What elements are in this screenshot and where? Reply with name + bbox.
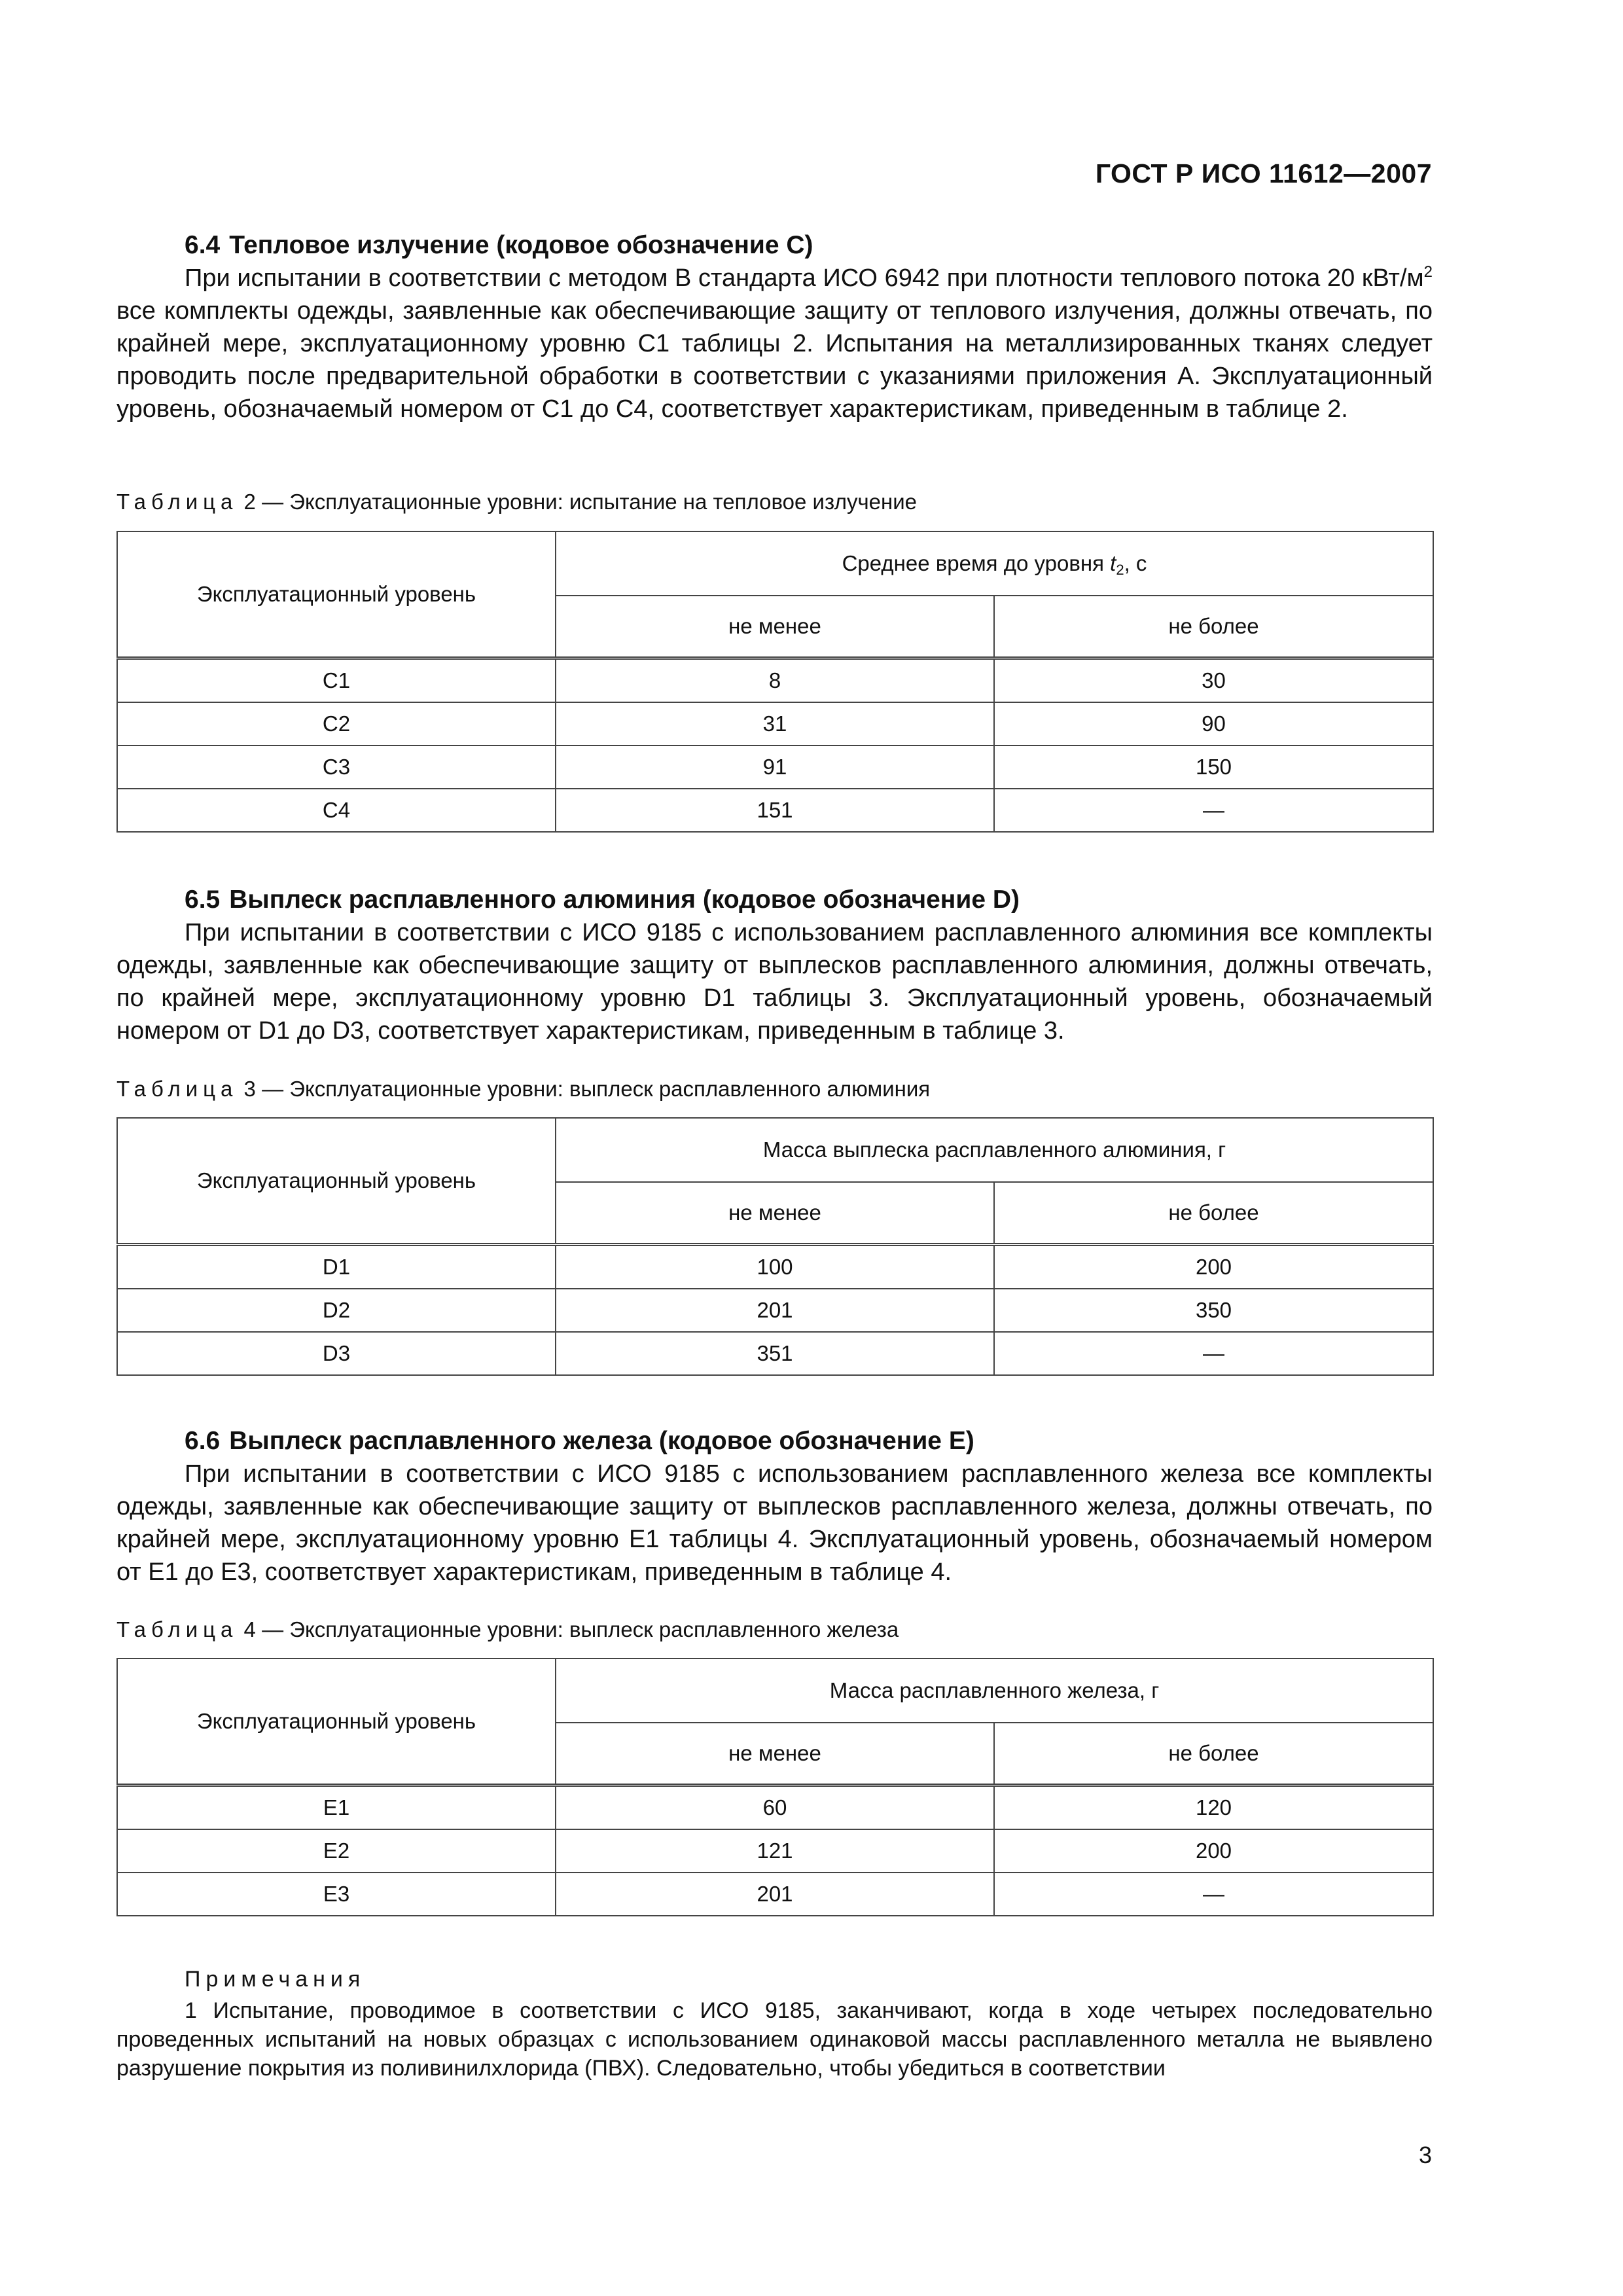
section-number: 6.5 — [185, 886, 221, 914]
cell-level: С3 — [117, 745, 556, 789]
cell-min: 351 — [556, 1332, 994, 1375]
section-paragraph: При испытании в соответствии с ИСО 9185 с использованием расплавленного алюминия все комплекты одежды, заявленные как обеспечивающие защиту от выплесков расплавленного алюминия, должны отвечать, по крайней мере, эксплуатационному уровню D1 таблицы 3. Эксплуатационный уровень, обозначаемый номером от D1 до D3, соответствует характеристикам, приведенным в таблице 3. — [116, 919, 1433, 1045]
superscript: 2 — [1423, 263, 1433, 281]
column-header-max: не более — [994, 1723, 1433, 1785]
cell-min: 100 — [556, 1245, 994, 1289]
paragraph-text-part1: При испытании в соответствии с методом В стандарта ИСО 6942 при плотности теплового потока 20 кВт/м — [185, 264, 1424, 292]
cell-max: — — [994, 1332, 1433, 1375]
section-6-4 — [116, 229, 1433, 425]
table-row — [117, 745, 1433, 789]
table-4 — [116, 1658, 1434, 1916]
cell-level: С2 — [117, 702, 556, 745]
table-3 — [116, 1117, 1434, 1376]
caption-text: 3 — Эксплуатационные уровни: выплеск расплавленного алюминия — [238, 1077, 931, 1101]
cell-min: 121 — [556, 1829, 994, 1873]
group-header-unit: , с — [1124, 551, 1147, 575]
cell-max: 200 — [994, 1829, 1433, 1873]
cell-max: 150 — [994, 745, 1433, 789]
note-1: 1 Испытание, проводимое в соответствии с ИСО 9185, заканчивают, когда в ходе четырех последовательно проведенных испытаний на новых образцах с использованием одинаковой массы расплавленного металла не выявлено разрушение покрытия из поливинилхлорида (ПВХ). Следовательно, чтобы убедиться в соответствии — [116, 1998, 1433, 2081]
cell-level: Е1 — [117, 1785, 556, 1830]
table-caption-2 — [116, 489, 917, 515]
subscript: 2 — [1116, 562, 1124, 578]
cell-max: 200 — [994, 1245, 1433, 1289]
group-header-text: Среднее время до уровня — [842, 551, 1111, 575]
column-header-level: Эксплуатационный уровень — [117, 1659, 556, 1785]
table-caption-3 — [116, 1076, 930, 1102]
cell-max: 350 — [994, 1289, 1433, 1332]
table-row — [117, 1332, 1433, 1375]
document-header: ГОСТ Р ИСО 11612—2007 — [1095, 158, 1432, 188]
table-row — [117, 1829, 1433, 1873]
table-row — [117, 1785, 1433, 1830]
cell-level: D3 — [117, 1332, 556, 1375]
table-row — [117, 1245, 1433, 1289]
table-row — [117, 702, 1433, 745]
table-2 — [116, 531, 1434, 833]
group-header — [556, 531, 1433, 596]
section-heading — [116, 884, 1433, 916]
caption-text: 4 — Эксплуатационные уровни: выплеск расплавленного железа — [238, 1617, 899, 1641]
section-paragraph — [116, 262, 1433, 425]
table-caption-4 — [116, 1617, 899, 1643]
caption-word: Таблица — [116, 1077, 238, 1101]
group-header: Масса расплавленного железа, г — [556, 1659, 1433, 1723]
notes-block — [116, 1965, 1433, 2083]
column-header-min: не менее — [556, 1723, 994, 1785]
cell-level: Е3 — [117, 1873, 556, 1916]
caption-word: Таблица — [116, 490, 238, 514]
cell-max: — — [994, 1873, 1433, 1916]
column-header-level: Эксплуатационный уровень — [117, 1118, 556, 1245]
cell-level: Е2 — [117, 1829, 556, 1873]
table-row — [117, 1873, 1433, 1916]
cell-min: 31 — [556, 702, 994, 745]
notes-title: Примечания — [185, 1967, 366, 1992]
section-title: Тепловое излучение (кодовое обозначение С) — [229, 231, 813, 259]
section-title: Выплеск расплавленного железа (кодовое обозначение Е) — [229, 1427, 974, 1455]
cell-max: — — [994, 789, 1433, 832]
column-header-level: Эксплуатационный уровень — [117, 531, 556, 658]
caption-text: 2 — Эксплуатационные уровни: испытание на тепловое излучение — [238, 490, 918, 514]
cell-level: D2 — [117, 1289, 556, 1332]
cell-max: 90 — [994, 702, 1433, 745]
column-header-min: не менее — [556, 1182, 994, 1245]
section-heading — [116, 1425, 1433, 1458]
table-row — [117, 789, 1433, 832]
section-number: 6.4 — [185, 231, 221, 259]
section-6-5 — [116, 884, 1433, 1047]
column-header-min: не менее — [556, 596, 994, 658]
cell-max: 120 — [994, 1785, 1433, 1830]
section-paragraph: При испытании в соответствии с ИСО 9185 с использованием расплавленного железа все комплекты одежды, заявленные как обеспечивающие защиту от выплесков расплавленного железа, должны отвечать, по крайней мере, эксплуатационному уровню Е1 таблицы 4. Эксплуатационный уровень, обозначаемый номером от Е1 до Е3, соответствует характеристикам, приведенным в таблице 4. — [116, 1460, 1433, 1586]
cell-min: 201 — [556, 1289, 994, 1332]
cell-level: D1 — [117, 1245, 556, 1289]
column-header-max: не более — [994, 1182, 1433, 1245]
caption-word: Таблица — [116, 1617, 238, 1641]
variable-t: t — [1110, 551, 1116, 575]
paragraph-text-part2: все комплекты одежды, заявленные как обеспечивающие защиту от теплового излучения, должны отвечать, по крайней мере, эксплуатационному уровню С1 таблицы 2. Испытания на металлизированных тканях следует проводить после предварительной обработки в соответствии с указаниями приложения А. Эксплуатационный уровень, обозначаемый номером от С1 до С4, соответствует характеристикам, приведенным в таблице 2. — [116, 297, 1433, 423]
cell-min: 91 — [556, 745, 994, 789]
section-heading — [116, 229, 1433, 262]
page-number: 3 — [1418, 2142, 1432, 2168]
section-title: Выплеск расплавленного алюминия (кодовое обозначение D) — [229, 886, 1020, 914]
cell-level: С1 — [117, 658, 556, 703]
cell-min: 201 — [556, 1873, 994, 1916]
cell-level: С4 — [117, 789, 556, 832]
cell-max: 30 — [994, 658, 1433, 703]
cell-min: 8 — [556, 658, 994, 703]
table-row — [117, 1289, 1433, 1332]
column-header-max: не более — [994, 596, 1433, 658]
cell-min: 151 — [556, 789, 994, 832]
table-row — [117, 658, 1433, 703]
group-header: Масса выплеска расплавленного алюминия, г — [556, 1118, 1433, 1182]
section-6-6 — [116, 1425, 1433, 1588]
cell-min: 60 — [556, 1785, 994, 1830]
section-number: 6.6 — [185, 1427, 221, 1455]
